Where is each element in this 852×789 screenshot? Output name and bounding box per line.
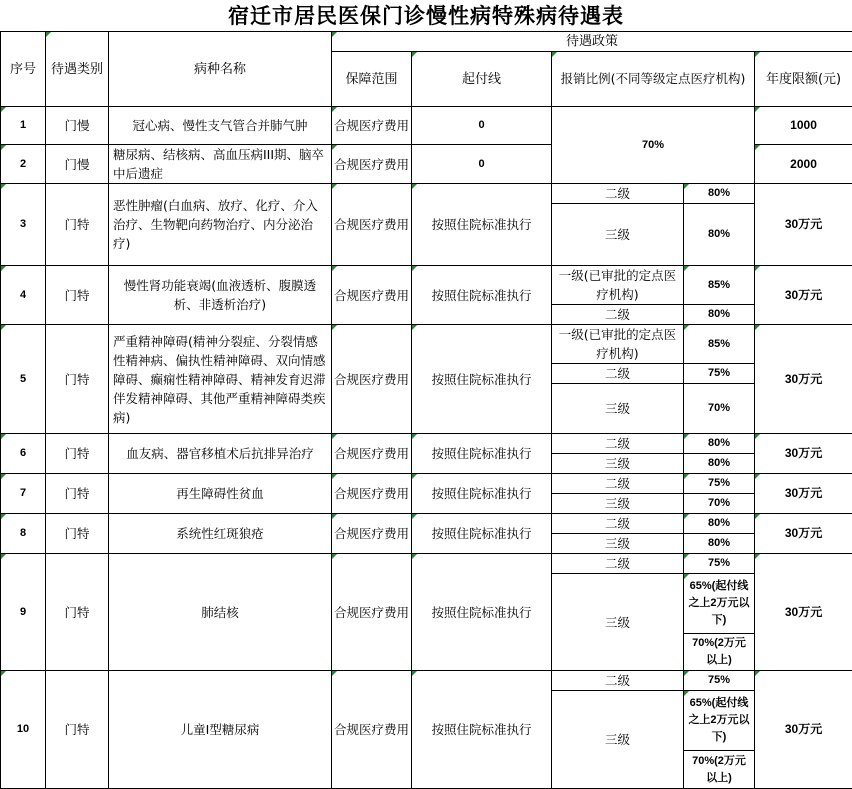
row-level: 二级 [552, 305, 684, 325]
header-deductible: 起付线 [412, 52, 552, 107]
row-level: 二级 [552, 434, 684, 454]
header-policy: 待遇政策 [332, 32, 852, 52]
row-type: 门特 [46, 554, 109, 671]
row-level: 二级 [552, 514, 684, 534]
row-scope: 合规医疗费用 [332, 554, 412, 671]
row-limit: 30万元 [755, 434, 852, 474]
page-title: 宿迁市居民医保门诊慢性病特殊病待遇表 [0, 0, 852, 30]
row-ratio: 70% [684, 384, 755, 434]
row-deductible: 按照住院标准执行 [412, 671, 552, 789]
row-disease: 系统性红斑狼疮 [109, 514, 332, 554]
row-deductible: 按照住院标准执行 [412, 266, 552, 325]
table-row [1, 514, 852, 534]
row-disease: 糖尿病、结核病、高血压病III期、脑卒中后遗症 [109, 145, 332, 184]
row-ratio: 75% [684, 671, 755, 691]
row-ratio: 85% [684, 266, 755, 305]
row-type: 门特 [46, 474, 109, 514]
row-level: 三级 [552, 494, 684, 514]
table-row [1, 107, 852, 145]
row-ratio: 80% [684, 534, 755, 554]
row-limit: 30万元 [755, 514, 852, 554]
table-row [1, 554, 852, 574]
row-type: 门慢 [46, 107, 109, 145]
row-ratio: 65%(起付线之上2万元以下) [684, 691, 755, 751]
row-disease: 慢性肾功能衰竭(血液透析、腹膜透析、非透析治疗) [109, 266, 332, 325]
row-ratio: 70% [684, 494, 755, 514]
row-limit: 1000 [755, 107, 852, 145]
row-ratio: 65%(起付线之上2万元以下) [684, 574, 755, 634]
header-scope: 保障范围 [332, 52, 412, 107]
row-limit: 2000 [755, 145, 852, 184]
row-level: 三级 [552, 384, 684, 434]
row-ratio: 80% [684, 434, 755, 454]
row-disease: 冠心病、慢性支气管合并肺气肿 [109, 107, 332, 145]
row-index: 6 [1, 434, 46, 474]
row-ratio: 85% [684, 325, 755, 364]
row-ratio: 80% [684, 454, 755, 474]
header-type: 待遇类别 [46, 32, 109, 107]
row-deductible: 0 [412, 145, 552, 184]
row-scope: 合规医疗费用 [332, 184, 412, 266]
row-disease: 再生障碍性贫血 [109, 474, 332, 514]
header-index: 序号 [1, 32, 46, 107]
row-disease: 血友病、器官移植术后抗排异治疗 [109, 434, 332, 474]
row-type: 门特 [46, 671, 109, 789]
header-ratio: 报销比例(不同等级定点医疗机构) [552, 52, 755, 107]
row-scope: 合规医疗费用 [332, 474, 412, 514]
row-index: 1 [1, 107, 46, 145]
row-deductible: 按照住院标准执行 [412, 434, 552, 474]
row-ratio: 70%(2万元以上) [684, 634, 755, 671]
row-scope: 合规医疗费用 [332, 671, 412, 789]
row-ratio: 75% [684, 474, 755, 494]
row-limit: 30万元 [755, 554, 852, 671]
row-deductible: 按照住院标准执行 [412, 184, 552, 266]
table-row [1, 184, 852, 204]
row-ratio: 70%(2万元以上) [684, 751, 755, 789]
row-index: 2 [1, 145, 46, 184]
table-row [1, 474, 852, 494]
row-type: 门特 [46, 184, 109, 266]
table-row [1, 671, 852, 691]
row-ratio: 80% [684, 204, 755, 266]
row-scope: 合规医疗费用 [332, 266, 412, 325]
row-level: 一级(已审批的定点医疗机构) [552, 325, 684, 364]
row-level: 三级 [552, 574, 684, 671]
row-level: 二级 [552, 554, 684, 574]
row-ratio: 75% [684, 364, 755, 384]
row-limit: 30万元 [755, 184, 852, 266]
row-disease: 恶性肿瘤(白血病、放疗、化疗、介入治疗、生物靶向药物治疗、内分泌治疗) [109, 184, 332, 266]
row-type: 门慢 [46, 145, 109, 184]
row-ratio: 80% [684, 305, 755, 325]
row-limit: 30万元 [755, 266, 852, 325]
row-level: 二级 [552, 474, 684, 494]
header-limit: 年度限额(元) [755, 52, 852, 107]
row-level: 二级 [552, 364, 684, 384]
row-index: 7 [1, 474, 46, 514]
row-level: 三级 [552, 454, 684, 474]
row-level: 二级 [552, 184, 684, 204]
row-deductible: 按照住院标准执行 [412, 514, 552, 554]
row-level: 三级 [552, 204, 684, 266]
row-level: 三级 [552, 691, 684, 789]
benefits-table [0, 31, 852, 789]
row-type: 门特 [46, 325, 109, 434]
header-disease: 病种名称 [109, 32, 332, 107]
row-index: 10 [1, 671, 46, 789]
row-limit: 30万元 [755, 671, 852, 789]
row-deductible: 按照住院标准执行 [412, 554, 552, 671]
table-row [1, 325, 852, 364]
row-index: 8 [1, 514, 46, 554]
row-disease: 严重精神障碍(精神分裂症、分裂情感性精神病、偏执性精神障碍、双向情感障碍、癫痫性精神障碍、精神发育迟滞伴发精神障碍、其他严重精神障碍类疾病) [109, 325, 332, 434]
row-deductible: 按照住院标准执行 [412, 325, 552, 434]
table-row [1, 266, 852, 305]
row-deductible: 0 [412, 107, 552, 145]
row-scope: 合规医疗费用 [332, 145, 412, 184]
row-index: 5 [1, 325, 46, 434]
row-type: 门特 [46, 266, 109, 325]
row-disease: 肺结核 [109, 554, 332, 671]
row-ratio: 80% [684, 184, 755, 204]
row-level: 二级 [552, 671, 684, 691]
row-index: 3 [1, 184, 46, 266]
row-scope: 合规医疗费用 [332, 514, 412, 554]
row-level: 三级 [552, 534, 684, 554]
row-scope: 合规医疗费用 [332, 325, 412, 434]
row-scope: 合规医疗费用 [332, 434, 412, 474]
row-ratio: 80% [684, 514, 755, 534]
row-scope: 合规医疗费用 [332, 107, 412, 145]
row-level: 一级(已审批的定点医疗机构) [552, 266, 684, 305]
row-index: 4 [1, 266, 46, 325]
row-limit: 30万元 [755, 325, 852, 434]
row-type: 门特 [46, 434, 109, 474]
row-limit: 30万元 [755, 474, 852, 514]
row-disease: 儿童I型糖尿病 [109, 671, 332, 789]
row-type: 门特 [46, 514, 109, 554]
row-ratio-shared: 70% [552, 107, 755, 184]
table-row [1, 434, 852, 454]
row-deductible: 按照住院标准执行 [412, 474, 552, 514]
row-ratio: 75% [684, 554, 755, 574]
row-index: 9 [1, 554, 46, 671]
